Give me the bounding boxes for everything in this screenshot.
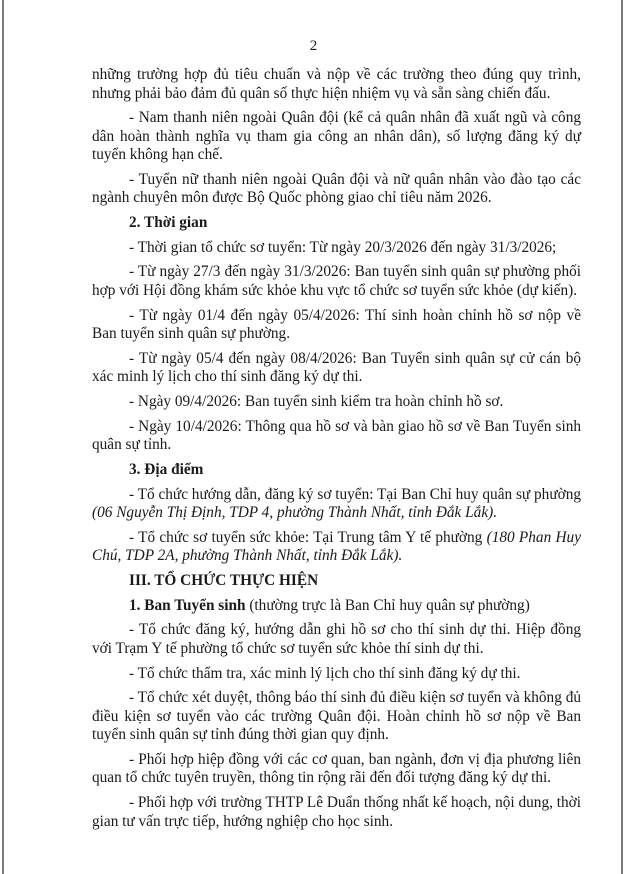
paragraph-health-location <box>92 529 581 566</box>
paragraph-background-verification: - Từ ngày 05/4 đến ngày 08/4/2026: Ban Tuyển sinh quân sự cử cán bộ xác minh lý lịch cho thí sinh đăng ký dự thi. <box>92 349 581 386</box>
paragraph-coordinate-agencies: - Phối hợp hiệp đồng với các cơ quan, ban ngành, đơn vị địa phương liên quan tổ chức tuyên truyền, thông tin rộng rãi đến đối tượng đăng ký dự thi. <box>92 750 581 787</box>
paragraph-screening-period: - Thời gian tổ chức sơ tuyển: Từ ngày 20/3/2026 đến ngày 31/3/2026; <box>129 238 557 256</box>
heading-time: 2. Thời gian <box>129 214 208 232</box>
document-body <box>92 66 581 837</box>
page-number: 2 <box>309 38 318 54</box>
heading-location: 3. Địa điểm <box>129 460 204 478</box>
health-address: (180 Phan Huy Chú, TDP 2A, phường Thành Nhất, tỉnh Đắk Lắk). <box>92 528 581 565</box>
heading-implementation: III. TỔ CHỨC THỰC HIỆN <box>129 571 319 589</box>
paragraph-verify-background: - Tổ chức thẩm tra, xác minh lý lịch cho thí sinh đăng ký dự thi. <box>129 664 521 682</box>
paragraph-health-screening: - Từ ngày 27/3 đến ngày 31/3/2026: Ban tuyển sinh quân sự phường phối hợp với Hội đồng khám sức khỏe khu vực tổ chức sơ tuyển sức khỏe (dự kiến). <box>92 263 581 299</box>
paragraph-dossier-check: - Ngày 09/4/2026: Ban tuyển sinh kiểm tra hoàn chỉnh hồ sơ. <box>129 393 504 410</box>
heading-admissions-board <box>92 597 581 616</box>
paragraph-review-eligibility: - Tổ chức xét duyệt, thông báo thí sinh đủ điều kiện sơ tuyển và không đủ điều kiện sơ tuyển vào các trường Quân đội. Hoàn chỉnh hồ sơ nộp về Ban tuyển sinh quân sự tỉnh đúng thời gian quy định. <box>92 689 581 744</box>
admissions-board-title: 1. Ban Tuyển sinh <box>129 596 246 614</box>
paragraph-organize-registration: - Tổ chức đăng ký, hướng dẫn ghi hồ sơ cho thí sinh dự thi. Hiệp đồng với Trạm Y tế phường tổ chức sơ tuyển sức khỏe thí sinh dự thi. <box>92 621 581 657</box>
registration-address: (06 Nguyễn Thị Định, TDP 4, phường Thành Nhất, tỉnh Đắk Lắk). <box>92 504 498 522</box>
paragraph-dossier-submission: - Từ ngày 01/4 đến ngày 05/4/2026: Thí sinh hoàn chỉnh hồ sơ nộp về Ban tuyển sinh quân sự phường. <box>92 306 581 343</box>
registration-location-text: - Tổ chức hướng dẫn, đăng ký sơ tuyển: Tại Ban Chỉ huy quân sự phường <box>129 485 581 503</box>
paragraph-coordinate-school: - Phối hợp với trường THTP Lê Duẩn thống nhất kế hoạch, nội dung, thời gian tư vấn trực tiếp, hướng nghiệp cho học sinh. <box>92 794 581 830</box>
paragraph-dossier-handover: - Ngày 10/4/2026: Thông qua hồ sơ và bàn giao hồ sơ về Ban Tuyển sinh quân sự tỉnh. <box>92 417 581 454</box>
admissions-board-note: (thường trực là Ban Chỉ huy quân sự phường) <box>245 596 530 614</box>
paragraph-continuation: những trường hợp đủ tiêu chuẩn và nộp về các trường theo đúng quy trình, nhưng phải bảo đảm đủ quân số thực hiện nhiệm vụ và sẵn sàng chiến đấu. <box>92 66 581 102</box>
paragraph-registration-location <box>92 486 581 523</box>
paragraph-male-candidates: - Nam thanh niên ngoài Quân đội (kể cả quân nhân đã xuất ngũ và công dân hoàn thành nghĩa vụ tham gia công an nhân dân), số lượng đăng ký dự tuyển không hạn chế. <box>92 109 581 164</box>
health-location-text: - Tổ chức sơ tuyển sức khỏe: Tại Trung tâm Y tế phường <box>129 528 487 546</box>
paragraph-female-candidates: - Tuyển nữ thanh niên ngoài Quân đội và nữ quân nhân vào đào tạo các ngành chuyên môn được Bộ Quốc phòng giao chỉ tiêu năm 2026. <box>92 170 581 207</box>
